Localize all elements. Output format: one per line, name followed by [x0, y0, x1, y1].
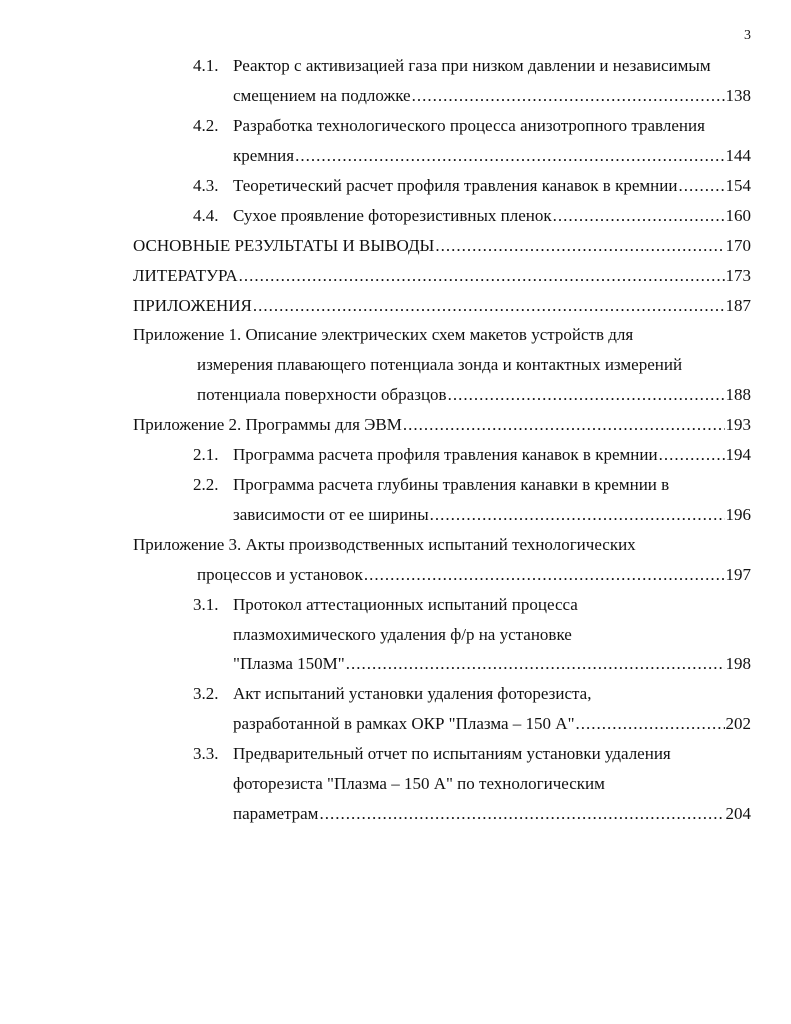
dot-leader	[403, 413, 725, 437]
toc-entry-4-2-number: 4.2.	[193, 116, 219, 135]
toc-entry-app3-title: Приложение 3. Акты производственных испытаний технологических	[133, 535, 636, 554]
toc-entry-title: Приложение 2. Программы для ЭВМ	[133, 415, 402, 434]
toc-entry-2-1[interactable]	[233, 443, 751, 467]
toc-entry-4-2-title: Разработка технологического процесса анизотропного травления	[233, 116, 705, 135]
toc-entry-page: 196	[725, 505, 751, 524]
toc-entry-app1[interactable]	[197, 383, 751, 407]
toc-entry-app1-title: Приложение 1. Описание электрических схем макетов устройств для	[133, 325, 634, 344]
toc-entry-app3[interactable]	[197, 563, 751, 587]
toc-entry-page: 144	[725, 146, 751, 165]
toc-entry-4-1-title: Реактор с активизацией газа при низком давлении и независимым	[233, 56, 711, 75]
toc-entry-page: 187	[725, 296, 751, 315]
toc-entry-title: ЛИТЕРАТУРА	[133, 266, 238, 285]
toc-entry-app1-title-cont: измерения плавающего потенциала зонда и контактных измерений	[197, 355, 683, 374]
toc-entry-app2[interactable]	[133, 413, 751, 437]
toc-entry-page: 194	[725, 445, 751, 464]
dot-leader	[435, 234, 724, 258]
toc-entry-page: 193	[725, 415, 751, 434]
dot-leader	[553, 204, 725, 228]
dot-leader	[430, 503, 725, 527]
toc-entry-2-2-title: Программа расчета глубины травления канавки в кремнии в	[233, 475, 670, 494]
toc-entry-2-2-number: 2.2.	[193, 475, 219, 494]
toc-entry-title: Сухое проявление фоторезистивных пленок	[233, 206, 552, 225]
toc-entry-4-1[interactable]	[233, 84, 751, 108]
toc-entry-4-4-number: 4.4.	[193, 206, 219, 225]
toc-entry-4-3-number: 4.3.	[193, 176, 219, 195]
toc-entry-results[interactable]	[133, 234, 751, 258]
dot-leader	[239, 264, 725, 288]
dot-leader	[319, 802, 724, 826]
toc-entry-title-cont: параметрам	[233, 804, 319, 823]
toc-entry-4-2[interactable]	[233, 144, 751, 168]
toc-entry-3-2[interactable]	[233, 712, 751, 736]
toc-entry-3-3[interactable]	[233, 802, 751, 826]
toc-entry-page: 202	[725, 714, 751, 733]
toc-entry-appendices[interactable]	[133, 294, 751, 318]
dot-leader	[295, 144, 724, 168]
toc-entry-title: ПРИЛОЖЕНИЯ	[133, 296, 252, 315]
toc-entry-page: 170	[725, 236, 751, 255]
toc-entry-4-1-number: 4.1.	[193, 56, 219, 75]
toc-entry-title-cont: смещением на подложке	[233, 86, 411, 105]
toc-entry-title: Программа расчета профиля травления канавок в кремнии	[233, 445, 658, 464]
toc-entry-3-1-title-cont: плазмохимического удаления ф/р на установке	[233, 625, 572, 644]
toc-entry-title-cont: процессов и установок	[197, 565, 363, 584]
toc-entry-literature[interactable]	[133, 264, 751, 288]
toc-entry-page: 138	[725, 86, 751, 105]
toc-entry-3-1[interactable]	[233, 652, 751, 676]
toc-entry-title: Теоретический расчет профиля травления канавок в кремнии	[233, 176, 678, 195]
dot-leader	[659, 443, 725, 467]
toc-entry-2-2[interactable]	[233, 503, 751, 527]
toc-entry-3-2-title: Акт испытаний установки удаления фоторезиста,	[233, 684, 592, 703]
toc-entry-4-3[interactable]	[233, 174, 751, 198]
toc-entry-4-4[interactable]	[233, 204, 751, 228]
toc-entry-page: 198	[725, 654, 751, 673]
toc-entry-title-cont: зависимости от ее ширины	[233, 505, 429, 524]
toc-entry-page: 197	[725, 565, 751, 584]
toc-entry-page: 154	[725, 176, 751, 195]
dot-leader	[346, 652, 725, 676]
dot-leader	[678, 174, 724, 198]
dot-leader	[364, 563, 725, 587]
toc-entry-title-cont: разработанной в рамках ОКР "Плазма – 150 А"	[233, 714, 575, 733]
toc-entry-title-cont: "Плазма 150М"	[233, 654, 345, 673]
toc-entry-3-3-number: 3.3.	[193, 744, 219, 763]
toc-entry-page: 204	[725, 804, 751, 823]
toc-entry-title-cont: кремния	[233, 146, 295, 165]
page-number: 3	[744, 28, 751, 43]
dot-leader	[576, 712, 725, 736]
toc-entry-page: 188	[725, 385, 751, 404]
dot-leader	[448, 383, 725, 407]
toc-entry-title: ОСНОВНЫЕ РЕЗУЛЬТАТЫ И ВЫВОДЫ	[133, 236, 435, 255]
toc-entry-3-1-number: 3.1.	[193, 595, 219, 614]
toc-entry-3-3-title-cont: фоторезиста "Плазма – 150 А" по технологическим	[233, 774, 605, 793]
toc-entry-page: 160	[725, 206, 751, 225]
toc-entry-title-cont: потенциала поверхности образцов	[197, 385, 447, 404]
toc-entry-3-3-title: Предварительный отчет по испытаниям установки удаления	[233, 744, 671, 763]
toc-entry-3-2-number: 3.2.	[193, 684, 219, 703]
dot-leader	[253, 294, 725, 318]
toc-entry-3-1-title: Протокол аттестационных испытаний процесса	[233, 595, 578, 614]
toc-entry-page: 173	[725, 266, 751, 285]
dot-leader	[412, 84, 725, 108]
toc-entry-2-1-number: 2.1.	[193, 445, 219, 464]
